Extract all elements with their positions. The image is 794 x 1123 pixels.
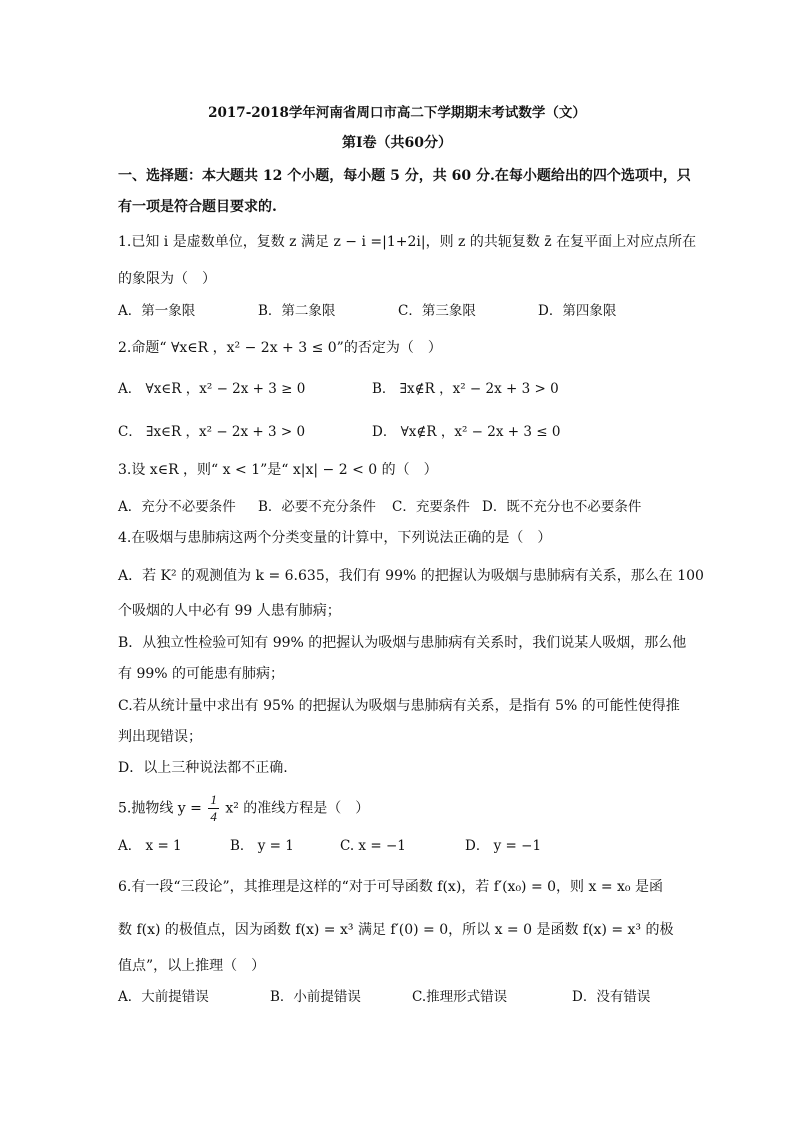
q6-option-b: B．小前提错误 bbox=[270, 989, 361, 1005]
q4-option-b-line2: 有 99% 的可能患有肺病； bbox=[118, 666, 285, 682]
q5-stem bbox=[118, 792, 369, 825]
q4-option-a-line1: A．若 K² 的观测值为 k = 6.635，我们有 99% 的把握认为吸烟与患肺病有关系，那么在 100 bbox=[118, 568, 704, 584]
q5-option-c: C. x = −1 bbox=[340, 838, 406, 854]
q1-stem-line1: 1.已知 i 是虚数单位，复数 z 满足 z − i =|1+2i|，则 z 的共轭复数 z̄ 在复平面上对应点所在 bbox=[118, 234, 697, 250]
q4-option-c-line1: C.若从统计量中求出有 95% 的把握认为吸烟与患肺病有关系，是指有 5% 的可能性使得推 bbox=[118, 698, 680, 714]
q3-option-b: B．必要不充分条件 bbox=[258, 499, 376, 515]
q2-option-a: A． ∀x∈R ，x² − 2x + 3 ≥ 0 bbox=[118, 381, 306, 397]
q6-stem-line2: 数 f(x) 的极值点，因为函数 f(x) = x³ 满足 f′(0) = 0，所以 x = 0 是函数 f(x) = x³ 的极 bbox=[118, 922, 674, 938]
q4-option-b-line1: B．从独立性检验可知有 99% 的把握认为吸烟与患肺病有关系时，我们说某人吸烟，那么他 bbox=[118, 635, 687, 651]
q1-option-d: D．第四象限 bbox=[538, 303, 617, 319]
q6-stem-line3: 值点”，以上推理（ ） bbox=[118, 958, 266, 974]
q5-fraction-denominator: 4 bbox=[210, 809, 217, 824]
q1-option-a: A．第一象限 bbox=[118, 303, 196, 319]
q5-fraction bbox=[208, 792, 219, 825]
q3-stem: 3.设 x∈R ，则“ x < 1”是“ x|x| − 2 < 0 的（ ） bbox=[118, 462, 438, 478]
q5-option-b: B． y = 1 bbox=[230, 838, 294, 854]
q4-option-a-line2: 个吸烟的人中必有 99 人患有肺病； bbox=[118, 603, 341, 619]
q1-option-b: B．第二象限 bbox=[258, 303, 336, 319]
q2-option-d: D． ∀x∉R ，x² − 2x + 3 ≤ 0 bbox=[372, 424, 561, 440]
q4-stem: 4.在吸烟与患肺病这两个分类变量的计算中，下列说法正确的是（ ） bbox=[118, 530, 552, 546]
q1-option-c: C．第三象限 bbox=[398, 303, 476, 319]
q4-option-d: D．以上三种说法都不正确. bbox=[118, 760, 288, 776]
q1-stem-line2: 的象限为（ ） bbox=[118, 271, 216, 287]
q2-option-c: C． ∃x∈R ，x² − 2x + 3 > 0 bbox=[118, 424, 306, 440]
q5-option-d: D． y = −1 bbox=[465, 838, 542, 854]
q2-stem: 2.命题“ ∀x∈R ，x² − 2x + 3 ≤ 0”的否定为（ ） bbox=[118, 340, 442, 356]
q3-option-c: C．充要条件 bbox=[392, 499, 470, 515]
q2-option-b: B． ∃x∉R ，x² − 2x + 3 > 0 bbox=[372, 381, 559, 397]
q5-option-a: A． x = 1 bbox=[118, 838, 182, 854]
q4-option-c-line2: 判出现错误； bbox=[118, 729, 202, 745]
q6-option-c: C.推理形式错误 bbox=[412, 989, 508, 1005]
q5-fraction-numerator: 1 bbox=[210, 792, 217, 807]
section-heading-line1: 一、选择题：本大题共 12 个小题，每小题 5 分，共 60 分.在每小题给出的四个选项中，只 bbox=[118, 168, 691, 184]
q6-stem-line1: 6.有一段“三段论”，其推理是这样的“对于可导函数 f(x)，若 f′(x₀) = 0，则 x = x₀ 是函 bbox=[118, 879, 663, 895]
section-heading-line2: 有一项是符合题目要求的. bbox=[118, 199, 277, 215]
q3-option-a: A．充分不必要条件 bbox=[118, 499, 236, 515]
q3-option-d: D．既不充分也不必要条件 bbox=[482, 499, 642, 515]
volume-heading: 第Ⅰ卷（共60分） bbox=[341, 135, 453, 151]
q5-stem-prefix: 5.抛物线 y = bbox=[118, 800, 202, 817]
exam-title: 2017-2018学年河南省周口市高二下学期期末考试数学（文） bbox=[208, 105, 586, 121]
q6-option-d: D．没有错误 bbox=[572, 989, 651, 1005]
q6-option-a: A．大前提错误 bbox=[118, 989, 209, 1005]
q5-stem-suffix: x² 的准线方程是（ ） bbox=[225, 800, 370, 817]
